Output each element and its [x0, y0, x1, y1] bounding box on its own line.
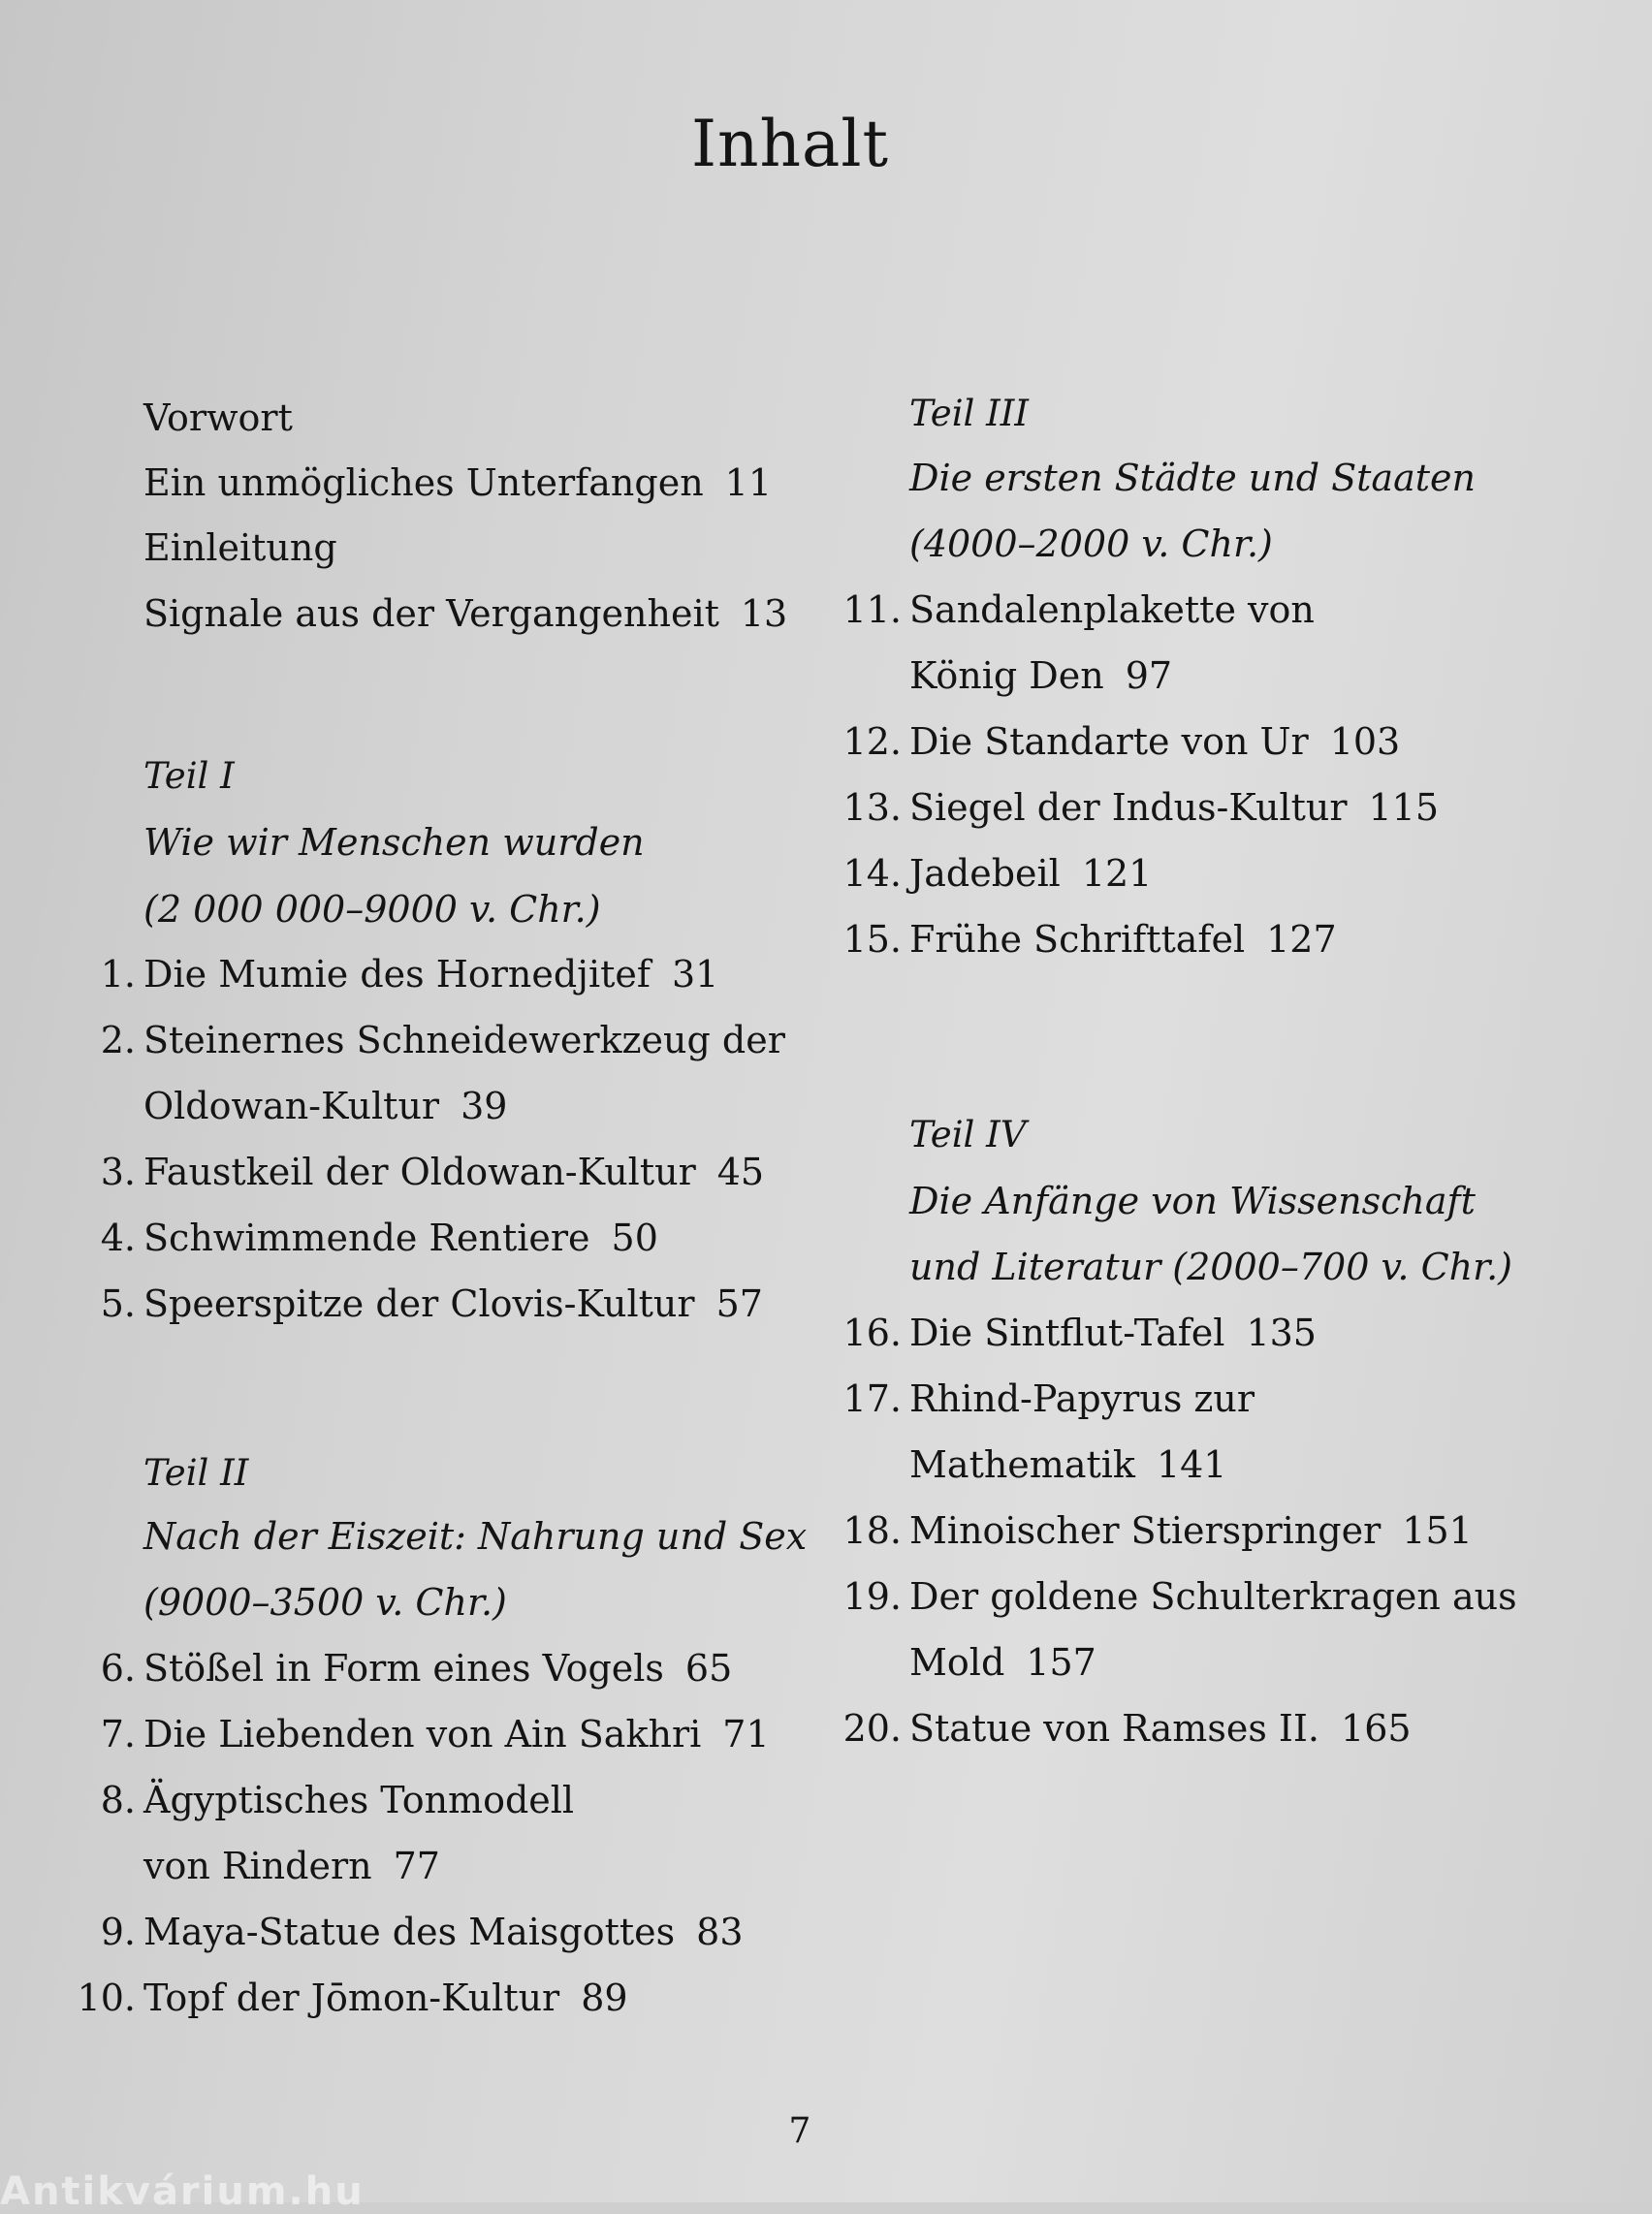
toc-front-item: Ein unmögliches Unterfangen 11 — [143, 461, 773, 504]
toc-entry: 10. Topf der Jōmon-Kultur 89 — [77, 1977, 628, 2019]
toc-front-item: Vorwort — [143, 396, 293, 439]
toc-entry: 15. Frühe Schrifttafel 127 — [842, 918, 1337, 961]
toc-entry-continuation: König Den 97 — [909, 654, 1173, 697]
toc-entry: 18. Minoischer Stierspringer 151 — [842, 1509, 1473, 1552]
part-subtitle: und Literatur (2000–700 v. Chr.) — [909, 1246, 1513, 1288]
toc-entry-continuation: Mathematik 141 — [909, 1443, 1227, 1486]
toc-page-number: 13 — [740, 592, 788, 635]
toc-entry-continuation: Mold 157 — [909, 1641, 1096, 1684]
toc-entry-continuation: Oldowan-Kultur 39 — [143, 1085, 508, 1127]
part-heading: Teil I — [143, 755, 235, 797]
toc-entry: 1. Die Mumie des Hornedjitef 31 — [100, 953, 719, 996]
part-dates: (2 000 000–9000 v. Chr.) — [143, 888, 601, 931]
toc-entry: 13. Siegel der Indus-Kultur 115 — [842, 786, 1440, 829]
part-dates: (9000–3500 v. Chr.) — [143, 1581, 507, 1624]
page-title: Inhalt — [690, 107, 890, 181]
toc-entry: 12. Die Standarte von Ur 103 — [842, 720, 1401, 763]
toc-front-item: Signale aus der Vergangenheit 13 — [143, 592, 788, 635]
toc-entry: 5. Speerspitze der Clovis-Kultur 57 — [100, 1282, 763, 1325]
toc-entry: 9. Maya-Statue des Maisgottes 83 — [100, 1911, 744, 1953]
part-subtitle: Die Anfänge von Wissenschaft — [909, 1180, 1476, 1222]
toc-entry: 14. Jadebeil 121 — [842, 852, 1153, 895]
toc-entry: 7. Die Liebenden von Ain Sakhri 71 — [100, 1713, 770, 1755]
part-heading: Teil III — [909, 393, 1029, 434]
toc-entry-continuation: von Rindern 77 — [143, 1845, 440, 1887]
toc-front-item: Einleitung — [143, 526, 337, 569]
toc-entry: 4. Schwimmende Rentiere 50 — [100, 1217, 658, 1259]
page-number: 7 — [788, 2111, 811, 2151]
toc-entry: 11. Sandalenplakette von — [842, 588, 1315, 631]
part-heading: Teil IV — [909, 1114, 1027, 1155]
part-subtitle: Wie wir Menschen wurden — [143, 821, 645, 864]
toc-entry: 3. Faustkeil der Oldowan-Kultur 45 — [100, 1151, 765, 1193]
part-heading: Teil II — [143, 1452, 249, 1494]
watermark: Antikvárium.hu — [0, 2169, 365, 2214]
part-subtitle: Nach der Eiszeit: Nahrung und Sex — [143, 1515, 808, 1558]
toc-entry: 8. Ägyptisches Tonmodell — [100, 1779, 575, 1821]
toc-entry: 2. Steinernes Schneidewerkzeug der — [100, 1019, 785, 1061]
toc-entry: 17. Rhind-Papyrus zur — [842, 1377, 1255, 1420]
toc-entry: 6. Stößel in Form eines Vogels 65 — [100, 1647, 733, 1690]
part-dates: (4000–2000 v. Chr.) — [909, 522, 1273, 565]
toc-entry: 16. Die Sintflut-Tafel 135 — [842, 1312, 1317, 1354]
toc-entry: 20. Statue von Ramses II. 165 — [842, 1707, 1412, 1750]
toc-entry: 19. Der goldene Schulterkragen aus — [842, 1575, 1517, 1618]
part-subtitle: Die ersten Städte und Staaten — [909, 457, 1476, 499]
toc-page-number: 11 — [724, 461, 773, 504]
